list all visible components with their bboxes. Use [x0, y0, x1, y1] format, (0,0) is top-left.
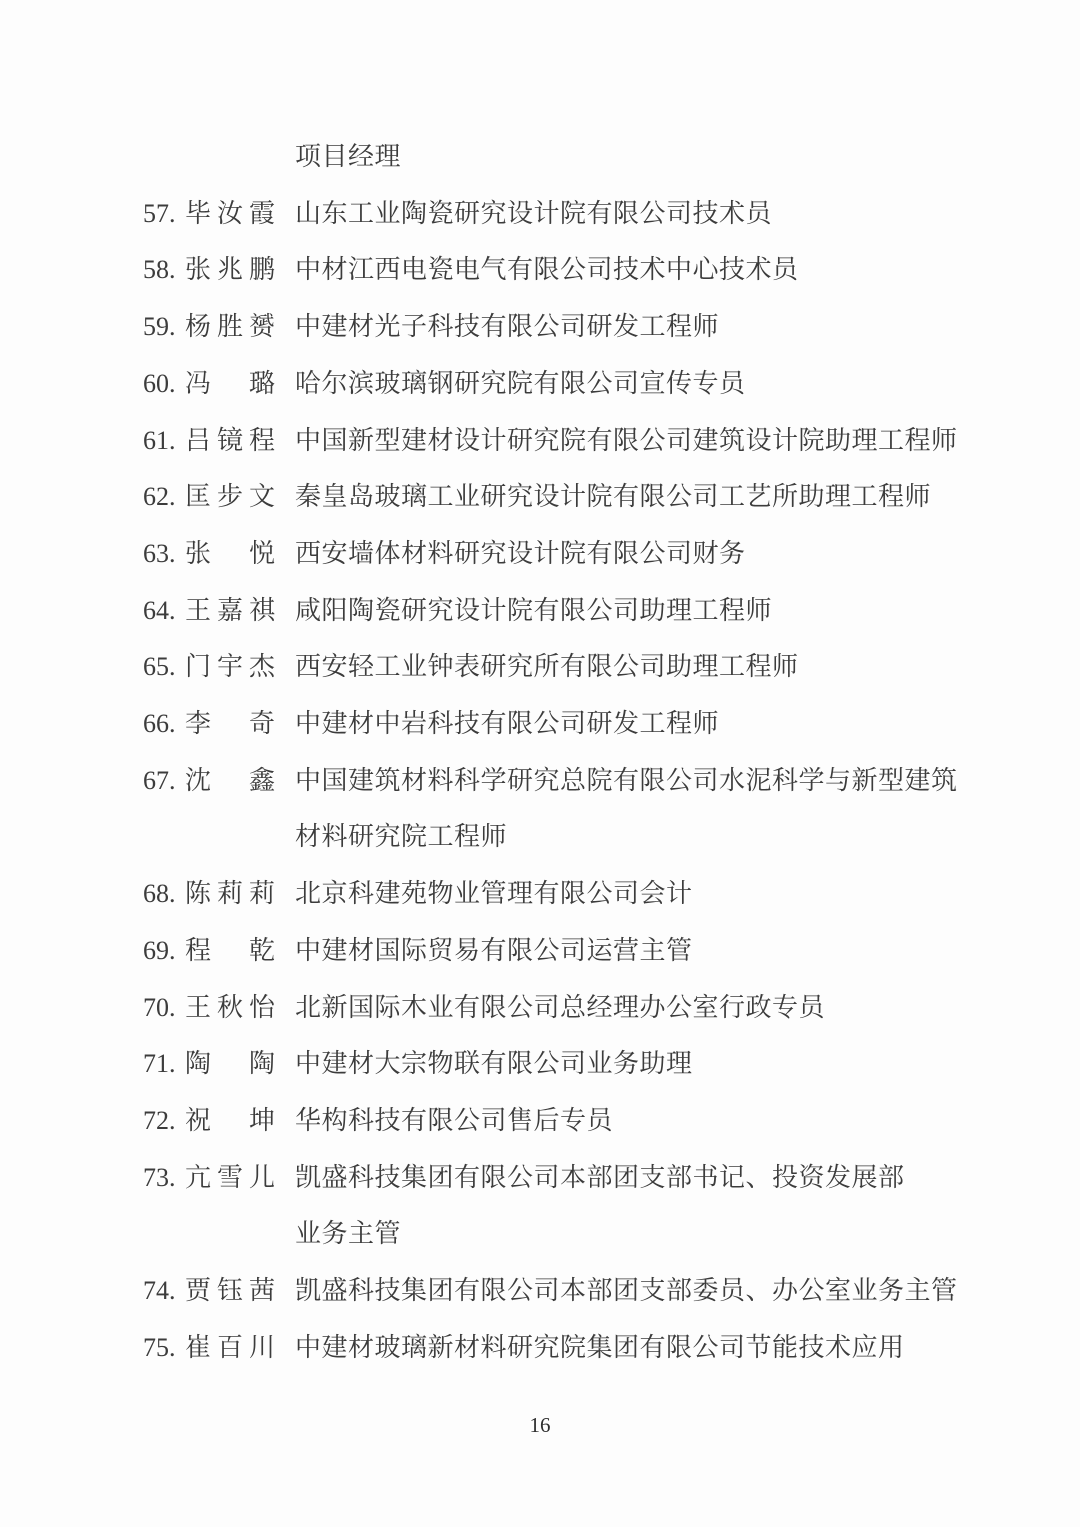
entry-number: 59.: [143, 312, 176, 342]
entry-name: 杨胜赟: [185, 312, 275, 342]
entry-number: 74.: [143, 1276, 176, 1306]
entry-number: 70.: [143, 992, 176, 1022]
entry-number: 58.: [143, 255, 176, 285]
entry-name: 陈莉莉: [185, 879, 275, 909]
entry-position: 中国新型建材设计研究院有限公司建筑设计院助理工程师: [295, 425, 958, 455]
entry-row: [143, 583, 953, 640]
entry-name: 贾钰茜: [185, 1276, 275, 1306]
entry-position: 西安轻工业钟表研究所有限公司助理工程师: [295, 652, 799, 682]
entry-row: [143, 413, 958, 470]
entry-name: 沈鑫: [185, 765, 275, 795]
page-number: 16: [529, 1413, 551, 1437]
entry-row: [143, 1036, 953, 1093]
entry-name: 门宇杰: [185, 652, 275, 682]
entry-position: 中建材国际贸易有限公司运营主管: [295, 935, 693, 965]
entry-position: 北京科建苑物业管理有限公司会计: [295, 879, 693, 909]
entry-position: 北新国际木业有限公司总经理办公室行政专员: [295, 992, 826, 1022]
entry-row: [143, 299, 953, 356]
entry-number: 67.: [143, 765, 176, 795]
entry-row: [143, 526, 953, 583]
entry-number: 71.: [143, 1049, 176, 1079]
entry-position: 中建材光子科技有限公司研发工程师: [295, 312, 720, 342]
entry-row: [143, 753, 958, 866]
entry-name: 陶陶: [185, 1049, 275, 1079]
name-list: [143, 129, 958, 1376]
entry-position: 凯盛科技集团有限公司本部团支部委员、办公室业务主管: [295, 1276, 958, 1306]
entry-row: [143, 1093, 953, 1150]
entry-number: 75.: [143, 1332, 176, 1362]
entry-row: [143, 639, 953, 696]
entry-number: 73.: [143, 1162, 176, 1192]
entry-position: 哈尔滨玻璃钢研究院有限公司宣传专员: [295, 368, 746, 398]
entry-number: 57.: [143, 198, 176, 228]
entry-position: 中建材中岩科技有限公司研发工程师: [295, 709, 720, 739]
entry-position: 华构科技有限公司售后专员: [295, 1105, 614, 1135]
entry-position: 秦皇岛玻璃工业研究设计院有限公司工艺所助理工程师: [295, 482, 932, 512]
entry-name: 吕镜程: [185, 425, 275, 455]
entry-name: 匡步文: [185, 482, 275, 512]
entry-row: [143, 1150, 953, 1263]
entry-row: [143, 923, 953, 980]
entry-number: 64.: [143, 595, 176, 625]
entry-number: 72.: [143, 1105, 176, 1135]
entry-row: [143, 356, 953, 413]
entry-number: 61.: [143, 425, 176, 455]
entry-number: 65.: [143, 652, 176, 682]
entry-name: 李奇: [185, 709, 275, 739]
entry-row: [143, 469, 953, 526]
entry-number: 69.: [143, 935, 176, 965]
entry-name: 祝坤: [185, 1105, 275, 1135]
entry-row: [143, 242, 953, 299]
carryover-text: 项目经理: [295, 142, 402, 171]
entry-name: 程乾: [185, 935, 275, 965]
entry-name: 张悦: [185, 538, 275, 568]
entry-row: [143, 980, 953, 1037]
entry-number: 63.: [143, 538, 176, 568]
entry-position: 山东工业陶瓷研究设计院有限公司技术员: [295, 198, 773, 228]
entry-position: 中国建筑材料科学研究总院有限公司水泥科学与新型建筑 材料研究院工程师: [295, 765, 958, 852]
entry-name: 毕汝霞: [185, 198, 275, 228]
entry-number: 68.: [143, 879, 176, 909]
entry-name: 王秋怡: [185, 992, 275, 1022]
entry-number: 60.: [143, 368, 176, 398]
entry-number: 66.: [143, 709, 176, 739]
entry-position: 咸阳陶瓷研究设计院有限公司助理工程师: [295, 595, 773, 625]
entry-row: [143, 696, 953, 753]
entry-position: 西安墙体材料研究设计院有限公司财务: [295, 538, 746, 568]
entry-position: 中建材大宗物联有限公司业务助理: [295, 1049, 693, 1079]
entry-name: 崔百川: [185, 1332, 275, 1362]
entry-row: [143, 1320, 953, 1377]
entry-position: 中材江西电瓷电气有限公司技术中心技术员: [295, 255, 799, 285]
carryover-row: [143, 129, 953, 186]
entry-position: 中建材玻璃新材料研究院集团有限公司节能技术应用: [295, 1332, 905, 1362]
entry-row: [143, 186, 953, 243]
entry-row: [143, 866, 953, 923]
entry-position: 凯盛科技集团有限公司本部团支部书记、投资发展部 业务主管: [295, 1162, 905, 1249]
entry-name: 冯璐: [185, 368, 275, 398]
entry-row: [143, 1263, 958, 1320]
entry-name: 张兆鹏: [185, 255, 275, 285]
entry-name: 亢雪儿: [185, 1162, 275, 1192]
entry-number: 62.: [143, 482, 176, 512]
entry-name: 王嘉祺: [185, 595, 275, 625]
